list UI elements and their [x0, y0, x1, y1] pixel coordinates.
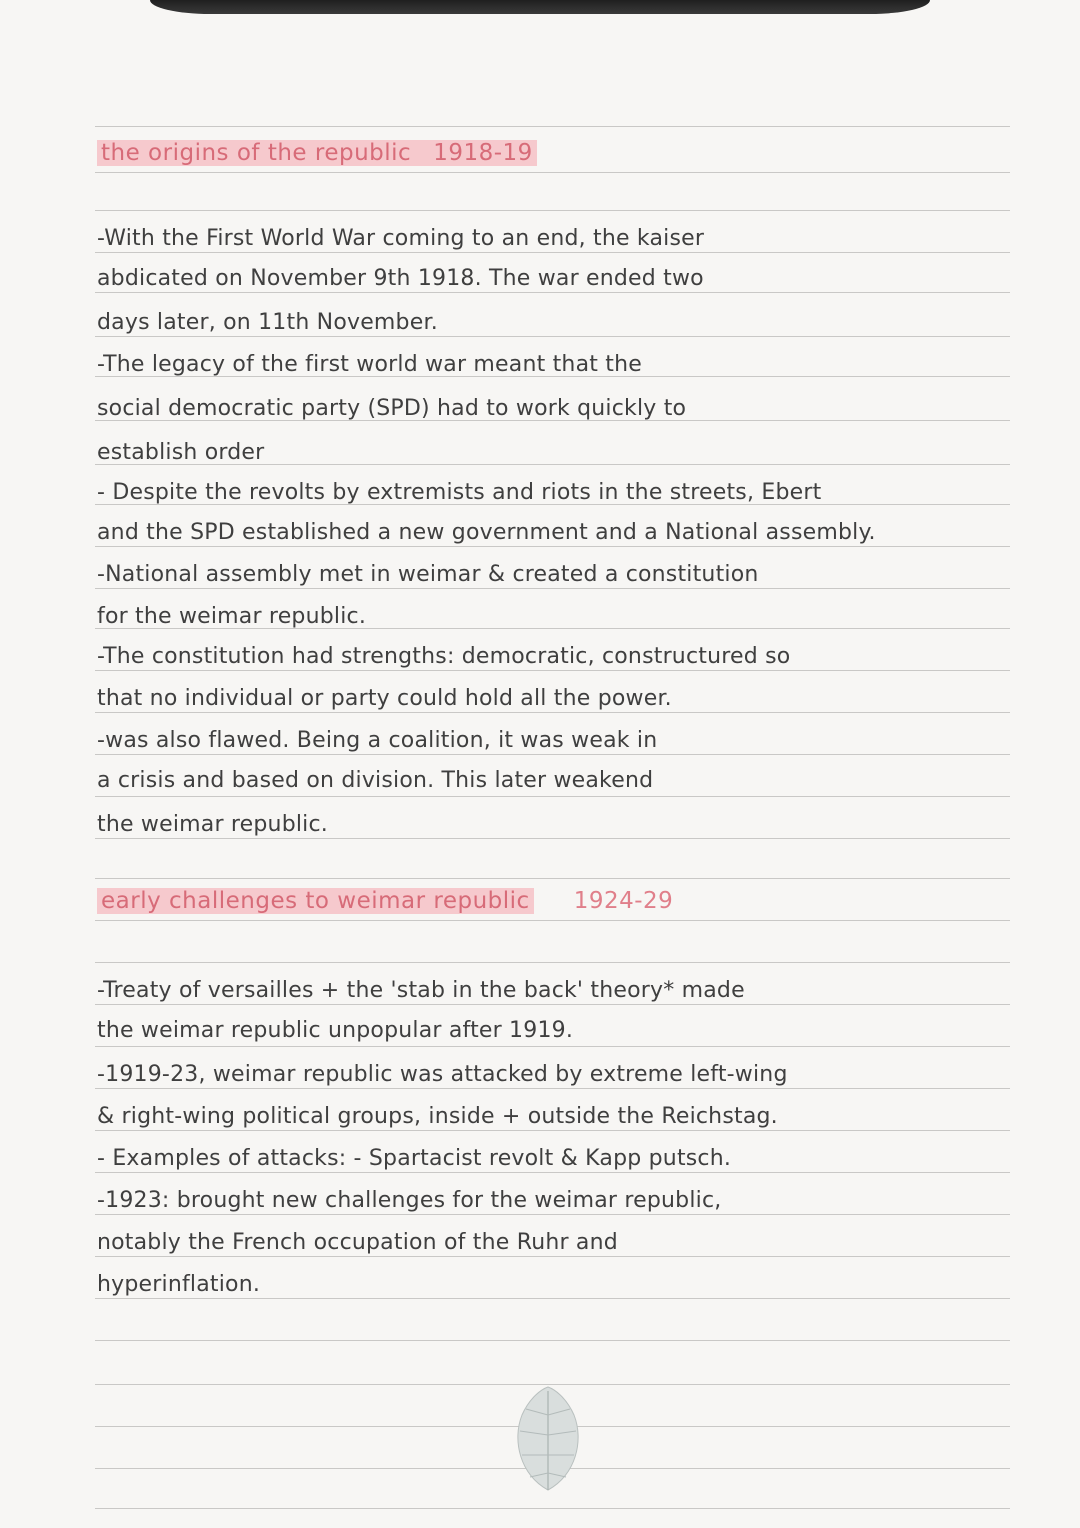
- section-heading: [97, 140, 537, 166]
- ruled-line: [95, 1172, 1010, 1173]
- ruled-line: [95, 1046, 1010, 1047]
- note-line: -was also flawed. Being a coalition, it was weak in: [97, 728, 658, 753]
- note-line: -The constitution had strengths: democratic, constructured so: [97, 644, 791, 669]
- ruled-line: [95, 920, 1010, 921]
- ruled-line: [95, 126, 1010, 127]
- ruled-line: [95, 962, 1010, 963]
- leaf-icon: [508, 1385, 588, 1495]
- note-line: -National assembly met in weimar & created a constitution: [97, 562, 759, 587]
- note-line: -1919-23, weimar republic was attacked by extreme left-wing: [97, 1062, 788, 1087]
- ruled-line: [95, 1298, 1010, 1299]
- ruled-line: [95, 712, 1010, 713]
- ruled-line: [95, 754, 1010, 755]
- ruled-line: [95, 796, 1010, 797]
- note-line: & right-wing political groups, inside + outside the Reichstag.: [97, 1104, 778, 1129]
- ruled-line: [95, 588, 1010, 589]
- note-line: hyperinflation.: [97, 1272, 261, 1297]
- note-line: -With the First World War coming to an end, the kaiser: [97, 226, 705, 251]
- note-line: and the SPD established a new government and a National assembly.: [97, 520, 876, 545]
- note-line: -1923: brought new challenges for the weimar republic,: [97, 1188, 722, 1213]
- section-heading-years: 1924-29: [573, 888, 674, 914]
- ruled-line: [95, 1088, 1010, 1089]
- ruled-line: [95, 838, 1010, 839]
- note-line: social democratic party (SPD) had to work quickly to: [97, 396, 687, 421]
- ruled-line: [95, 210, 1010, 211]
- ruled-line: [95, 1256, 1010, 1257]
- note-line: a crisis and based on division. This later weakend: [97, 768, 654, 793]
- note-line: the weimar republic unpopular after 1919.: [97, 1018, 574, 1043]
- note-line: the weimar republic.: [97, 812, 328, 837]
- ruled-line: [95, 1508, 1010, 1509]
- ruled-line: [95, 292, 1010, 293]
- note-line: notably the French occupation of the Ruhr and: [97, 1230, 618, 1255]
- section-heading-title: early challenges to weimar republic: [97, 888, 534, 914]
- note-line: - Examples of attacks: - Spartacist revolt & Kapp putsch.: [97, 1146, 732, 1171]
- note-line: -Treaty of versailles + the 'stab in the back' theory* made: [97, 978, 745, 1003]
- ruled-line: [95, 1130, 1010, 1131]
- ruled-line: [95, 670, 1010, 671]
- ruled-line: [95, 336, 1010, 337]
- ruled-line: [95, 1340, 1010, 1341]
- note-line: -The legacy of the first world war meant that the: [97, 352, 642, 377]
- note-line: - Despite the revolts by extremists and riots in the streets, Ebert: [97, 480, 822, 505]
- note-line: that no individual or party could hold all the power.: [97, 686, 672, 711]
- note-line: days later, on 11th November.: [97, 310, 438, 335]
- ruled-line: [95, 1214, 1010, 1215]
- page-top-edge: [150, 0, 930, 14]
- ruled-line: [95, 1004, 1010, 1005]
- ruled-line: [95, 252, 1010, 253]
- note-line: abdicated on November 9th 1918. The war ended two: [97, 266, 704, 291]
- ruled-line: [95, 172, 1010, 173]
- ruled-line: [95, 546, 1010, 547]
- section-heading-title: the origins of the republic: [97, 140, 415, 166]
- section-heading-years: 1918-19: [415, 140, 537, 166]
- ruled-line: [95, 878, 1010, 879]
- section-heading: [97, 888, 673, 914]
- note-line: for the weimar republic.: [97, 604, 367, 629]
- note-line: establish order: [97, 440, 265, 465]
